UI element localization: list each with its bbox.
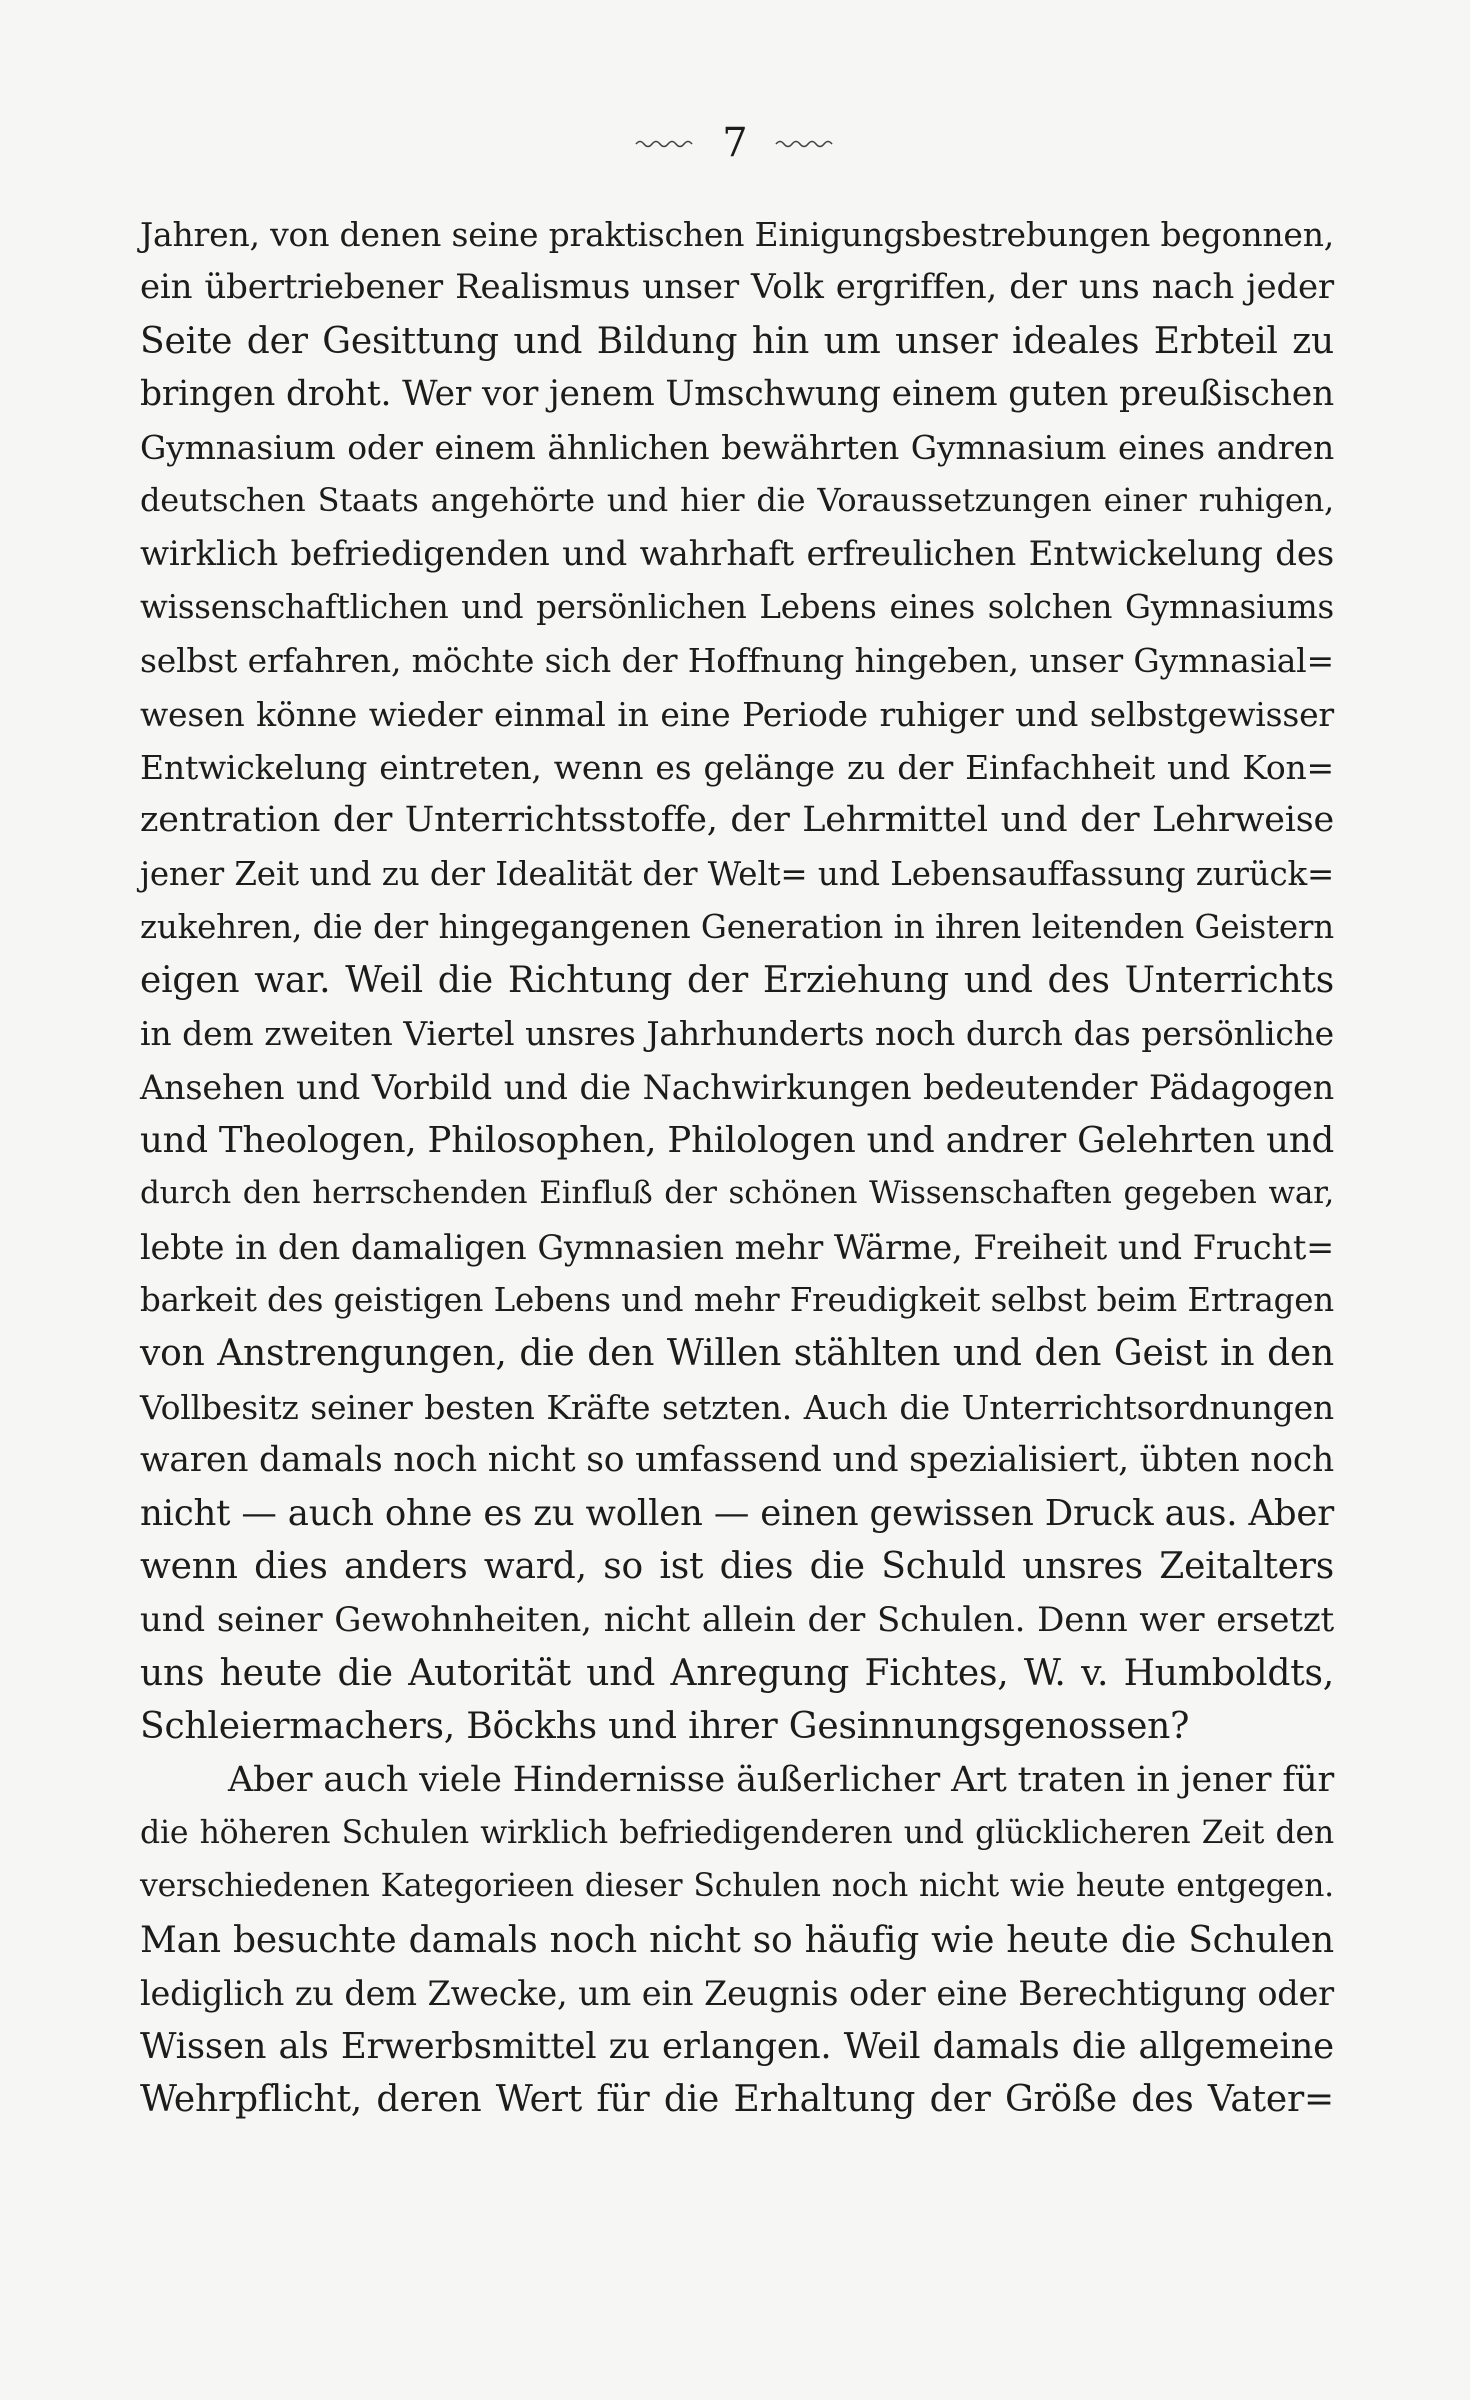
text-line: bringen droht. Wer vor jenem Umschwung einem guten preußischen (140, 373, 1334, 414)
text-line: Ansehen und Vorbild und die Nachwirkungen bedeutender Pädagogen (140, 1067, 1334, 1107)
text-line: wenn dies anders ward, so ist dies die Schuld unsres Zeitalters (140, 1546, 1334, 1588)
text-line: selbst erfahren, möchte sich der Hoffnung hingeben, unser Gymnasial= (140, 641, 1334, 681)
page-number: 7 (722, 120, 748, 166)
text-line: Schleiermachers, Böckhs und ihrer Gesinnungsgenossen? (140, 1706, 1190, 1748)
text-line: und seiner Gewohnheiten, nicht allein der Schulen. Denn wer ersetzt (140, 1599, 1334, 1640)
text-line: in dem zweiten Viertel unsres Jahrhunderts noch durch das persönliche (140, 1014, 1334, 1054)
text-line: wissenschaftlichen und persönlichen Lebens eines solchen Gymnasiums (140, 588, 1334, 627)
text-line: wirklich befriedigenden und wahrhaft erfreulichen Entwickelung des (140, 533, 1334, 574)
text-line: lebte in den damaligen Gymnasien mehr Wärme, Freiheit und Frucht= (140, 1227, 1334, 1267)
left-ornament-icon (634, 136, 696, 150)
text-line: Wissen als Erwerbsmittel zu erlangen. Weil damals die allgemeine (140, 2026, 1334, 2068)
paragraph-1 (140, 208, 1334, 1754)
text-line: wesen könne wieder einmal in eine Periode ruhiger und selbstgewisser (140, 694, 1334, 734)
text-line: Man besuchte damals noch nicht so häufig wie heute die Schulen (140, 1919, 1334, 1961)
text-line: barkeit des geistigen Lebens und mehr Freudigkeit selbst beim Ertragen (140, 1280, 1334, 1319)
text-line: verschiedenen Kategorieen dieser Schulen noch nicht wie heute entgegen. (140, 1868, 1334, 1905)
text-line: uns heute die Autorität und Anregung Fichtes, W. v. Humboldts, (140, 1653, 1334, 1695)
text-line: Entwickelung eintreten, wenn es gelänge zu der Einfachheit und Kon= (140, 747, 1334, 787)
paragraph-2 (140, 1754, 1334, 2127)
right-ornament-icon (774, 136, 836, 150)
text-line: Seite der Gesittung und Bildung hin um unser ideales Erbteil zu (140, 320, 1334, 362)
text-line: und Theologen, Philosophen, Philologen und andrer Gelehrten und (140, 1120, 1335, 1162)
text-line: zentration der Unterrichtsstoffe, der Lehrmittel und der Lehrweise (140, 800, 1334, 841)
text-line: von Anstrengungen, die den Willen stählten und den Geist in den (140, 1333, 1334, 1375)
text-line: lediglich zu dem Zwecke, um ein Zeugnis oder eine Berechtigung oder (140, 1973, 1334, 2013)
text-line: durch den herrschenden Einfluß der schönen Wissenschaften gegeben war, (140, 1175, 1334, 1212)
text-line: die höheren Schulen wirklich befriedigenderen und glücklicheren Zeit den (140, 1814, 1334, 1851)
text-line: nicht — auch ohne es zu wollen — einen gewissen Druck aus. Aber (140, 1493, 1334, 1535)
text-line: Gymnasium oder einem ähnlichen bewährten Gymnasium eines andren (140, 428, 1334, 468)
text-line: deutschen Staats angehörte und hier die Voraussetzungen einer ruhigen, (140, 481, 1334, 520)
text-line: Vollbesitz seiner besten Kräfte setzten. Auch die Unterrichtsordnungen (140, 1387, 1334, 1427)
page-header (0, 118, 1470, 168)
text-line: eigen war. Weil die Richtung der Erziehung und des Unterrichts (140, 960, 1334, 1002)
text-line: Wehrpflicht, deren Wert für die Erhaltung der Größe des Vater= (140, 2079, 1334, 2121)
text-line: zukehren, die der hingegangenen Generation in ihren leitenden Geistern (140, 907, 1334, 946)
text-line: Jahren, von denen seine praktischen Einigungsbestrebungen begonnen, (140, 215, 1335, 254)
text-line: jener Zeit und zu der Idealität der Welt= und Lebensauffassung zurück= (140, 854, 1334, 893)
text-line: ein übertriebener Realismus unser Volk ergriffen, der uns nach jeder (140, 267, 1334, 308)
text-line: waren damals noch nicht so umfassend und spezialisiert, übten noch (140, 1439, 1334, 1480)
text-line: Aber auch viele Hindernisse äußerlicher Art traten in jener für (228, 1759, 1334, 1800)
body-text (140, 208, 1334, 2127)
